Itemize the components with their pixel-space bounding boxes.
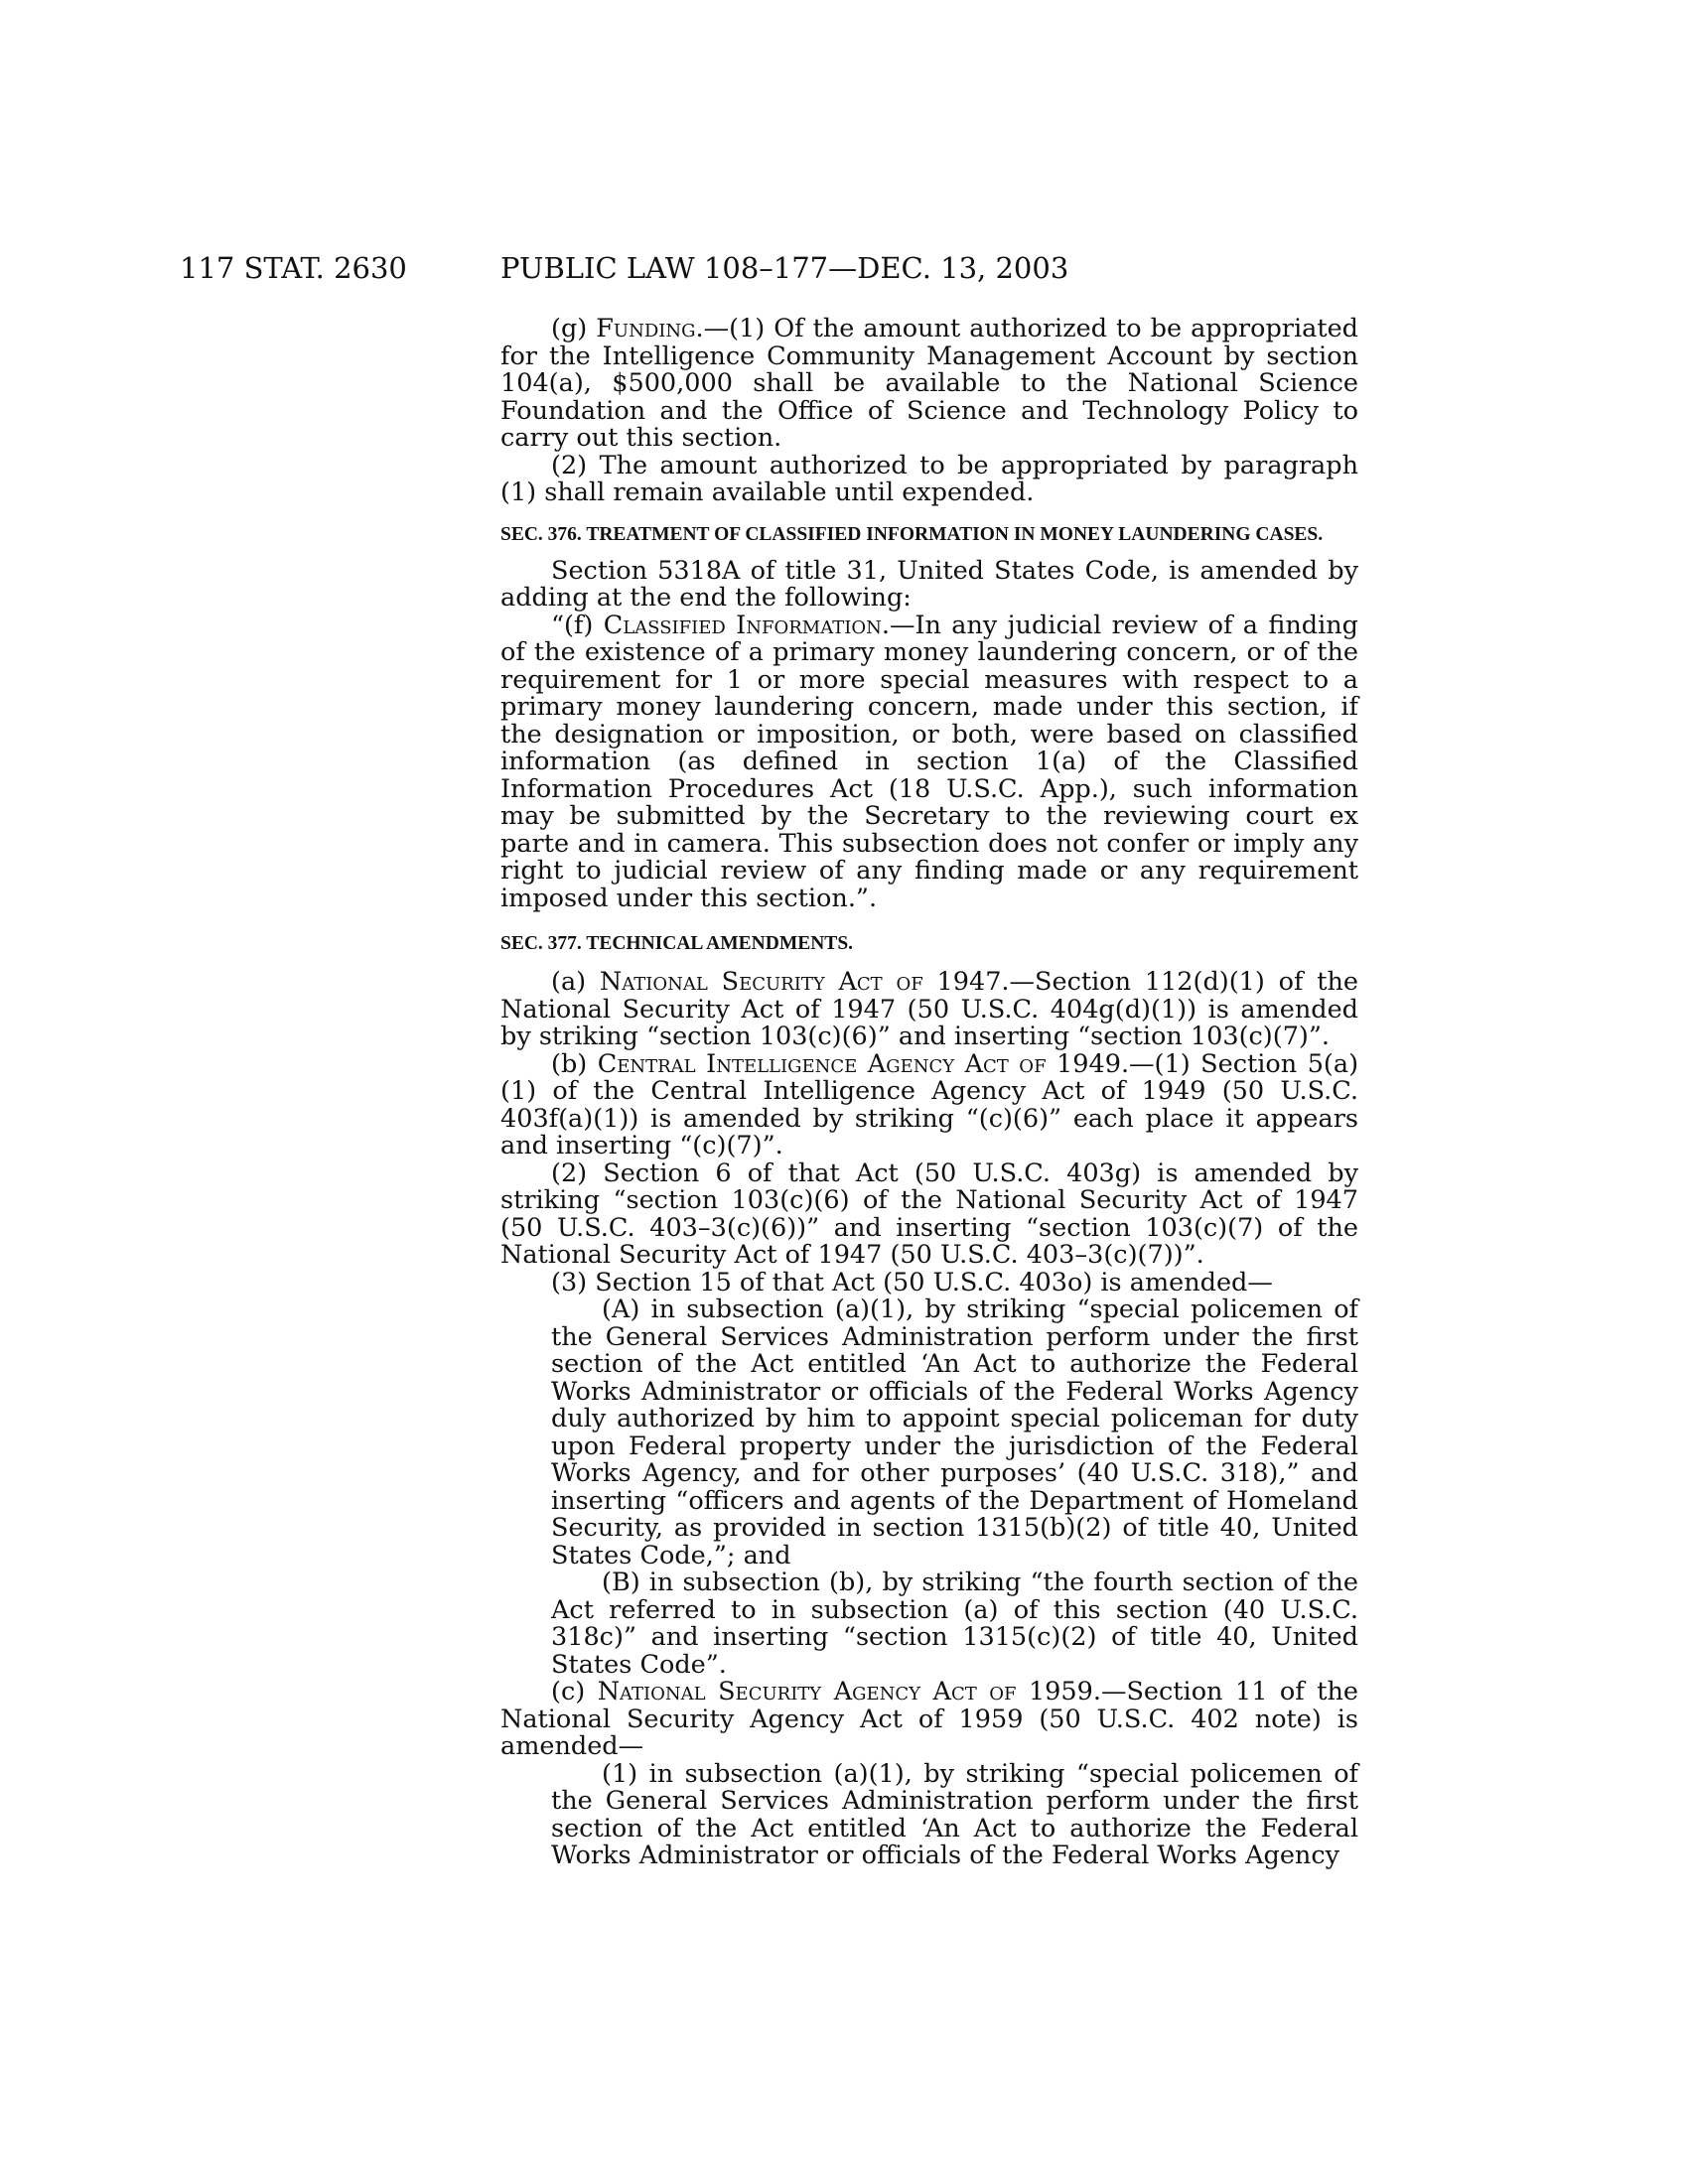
paragraph-text: .—Section 11 of the National Security Agency Act of 1959 (50 U.S.C. 402 note) is amended— (500, 1677, 1358, 1761)
subsection-heading: Classified Information (603, 610, 882, 640)
statute-page-number: 117 STAT. 2630 (180, 251, 407, 285)
paragraph-text: .—Section 112(d)(1) of the National Security Act of 1947 (50 U.S.C. 404g(d)(1)) is amended by striking “section 103(c)(6)” and inserting “section 103(c)(7)”. (500, 967, 1358, 1051)
paragraph-text: .—(1) Of the amount authorized to be appropriated for the Intelligence Community Management Account by section 104(a), $500,000 shall be available to the National Science Foundation and the Office of Science and Technology Policy to carry out this section. (500, 314, 1359, 453)
public-law-title: PUBLIC LAW 108–177—DEC. 13, 2003 (500, 251, 1069, 285)
subsection-label: (c) (551, 1677, 598, 1706)
subsection-label: (a) (551, 967, 600, 997)
paragraph-g-2: (2) The amount authorized to be appropriated by paragraph (1) shall remain available until expended. (500, 450, 1358, 507)
subsection-heading: Central Intelligence Agency Act of 1949 (597, 1048, 1121, 1079)
section-377-heading: SEC. 377. TECHNICAL AMENDMENTS. (500, 933, 854, 954)
paragraph-b-3: (3) Section 15 of that Act (50 U.S.C. 403o) is amended— (551, 1267, 1273, 1297)
subsection-label: (g) (551, 314, 597, 343)
paragraph-c-nsa-act (500, 1679, 1358, 1761)
paragraph-c-1: (1) in subsection (a)(1), by striking “special policemen of the General Services Administration perform under the first section of the Act entitled ‘An Act to authorize the Federal Works Administrator or officials of the Federal Works Agency (551, 1758, 1358, 1870)
paragraph-text: .—In any judicial review of a finding of the existence of a primary money laundering concern, or of the requirement for 1 or more special measures with respect to a primary money laundering concern, made under this section, if the designation or imposition, or both, were based on classified information (as defined in section 1(a) of the Classified Information Procedures Act (18 U.S.C. App.), such information may be submitted by the Secretary to the reviewing court ex parte and in camera. This subsection does not confer or imply any right to judicial review of any finding made or any requirement imposed under this section.”. (500, 610, 1358, 913)
subsection-heading: National Security Act of 1947 (599, 967, 1002, 997)
paragraph-b-3-B: (B) in subsection (b), by striking “the fourth section of the Act referred to in subsection (a) of this section (40 U.S.C. 318c)” and inserting “section 1315(c)(2) of title 40, United States Code”. (551, 1568, 1358, 1680)
section-376-heading: SEC. 376. TREATMENT OF CLASSIFIED INFORMATION IN MONEY LAUNDERING CASES. (500, 523, 1324, 545)
paragraph-b-cia-act (500, 1048, 1359, 1160)
document-body (500, 316, 1358, 1870)
paragraph-a-national-security-act (500, 969, 1358, 1051)
paragraph-b-2: (2) Section 6 of that Act (50 U.S.C. 403g) is amended by striking “section 103(c)(6) of the National Security Act of 1947 (50 U.S.C. 403–3(c)(6))” and inserting “section 103(c)(7) of the National Security Act of 1947 (50 U.S.C. 403–3(c)(7))”. (500, 1158, 1358, 1270)
paragraph-f-classified-information (500, 610, 1358, 913)
page-header (0, 248, 1688, 288)
subsection-heading: Funding (596, 314, 696, 343)
paragraph-g-funding (500, 316, 1358, 453)
paragraph-text: .—(1) Section 5(a)(1) of the Central Intelligence Agency Act of 1949 (50 U.S.C. 403f(a)(1)) is amended by striking “(c)(6)” each place it appears and inserting “(c)(7)”. (500, 1048, 1359, 1160)
section-376-intro: Section 5318A of title 31, United States Code, is amended by adding at the end the following: (500, 555, 1358, 613)
subsection-label: “(f) (551, 610, 604, 640)
subsection-heading: National Security Agency Act of 1959 (597, 1677, 1093, 1706)
paragraph-b-3-A: (A) in subsection (a)(1), by striking “special policemen of the General Services Administration perform under the first section of the Act entitled ‘An Act to authorize the Federal Works Administrator or officials of the Federal Works Agency duly authorized by him to appoint special policeman for duty upon Federal property under the jurisdiction of the Federal Works Agency, and for other purposes’ (40 U.S.C. 318),” and inserting “officers and agents of the Department of Homeland Security, as provided in section 1315(b)(2) of title 40, United States Code,”; and (551, 1295, 1358, 1570)
subsection-label: (b) (551, 1048, 598, 1079)
